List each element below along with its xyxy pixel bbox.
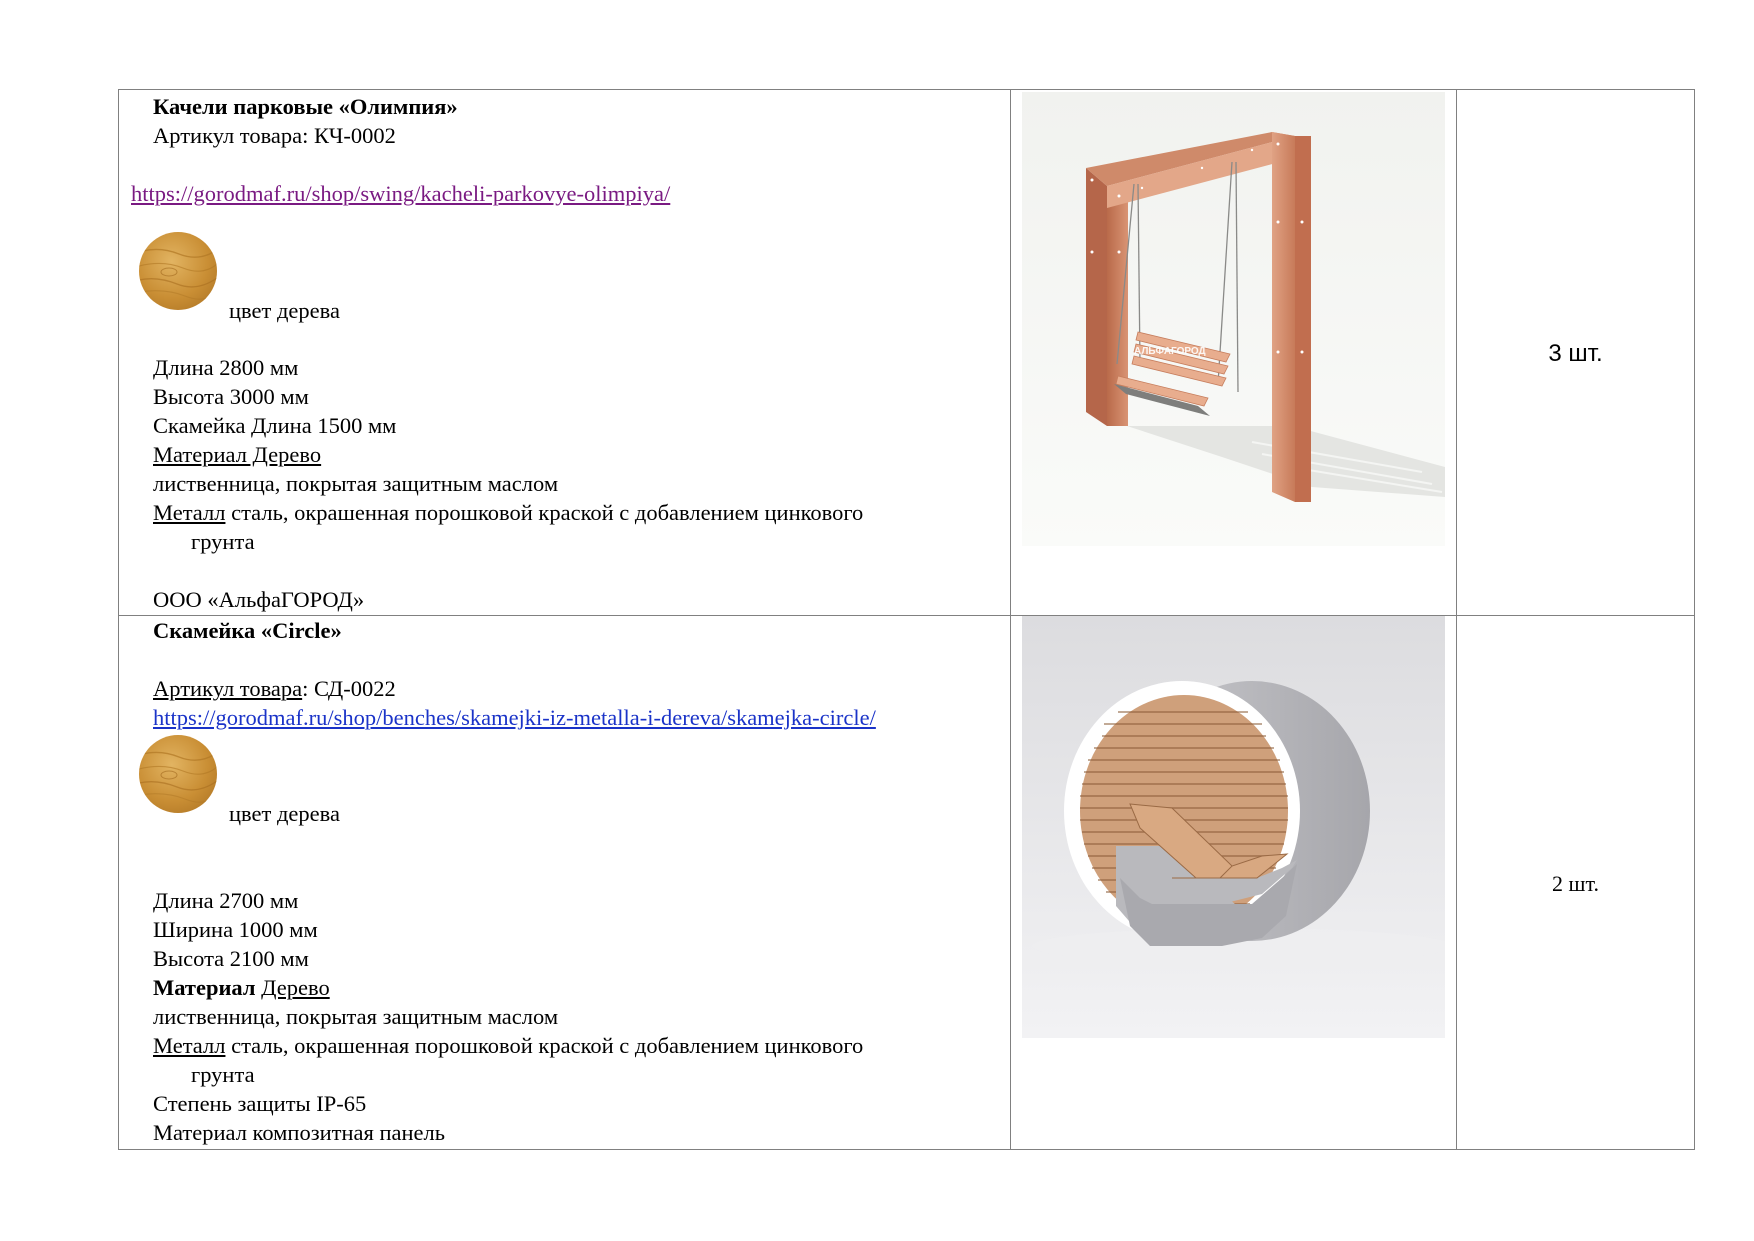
image-watermark: АЛЬФАГОРОД: [1134, 346, 1206, 357]
product-table: [118, 89, 1695, 1150]
spec-material: Материал Дерево: [153, 442, 322, 467]
spec-wood: лиственница, покрытая защитным маслом: [153, 1004, 559, 1029]
spec-height: Высота 3000 мм: [153, 384, 309, 409]
spec-bench-length: Скамейка Длина 1500 мм: [153, 413, 397, 438]
material-value: Дерево: [261, 975, 330, 1000]
metal-label: Металл: [153, 500, 226, 525]
wood-color-swatch: [139, 232, 217, 310]
product-article: Артикул товара: КЧ-0002: [153, 123, 396, 148]
image-cell: [1011, 616, 1457, 1150]
product-article: [119, 674, 1010, 703]
color-swatch-row: [119, 232, 1010, 322]
metal-label: Металл: [153, 1033, 226, 1058]
metal-text: сталь, окрашенная порошковой краской с добавлением цинкового: [225, 1033, 864, 1058]
quantity: 3 шт.: [1548, 340, 1603, 367]
product-title: Качели парковые «Олимпия»: [153, 94, 458, 119]
image-cell: [1011, 90, 1457, 616]
article-label: Артикул товара: [153, 676, 303, 701]
material-label: Материал: [153, 975, 256, 1000]
spec-material: [119, 973, 1010, 1002]
description-cell: [119, 616, 1011, 1150]
table-row: [119, 90, 1695, 616]
spec-metal-cont: грунта: [191, 529, 255, 554]
article-value: : СД-0022: [302, 676, 396, 701]
quantity: 2 шт.: [1552, 871, 1599, 896]
quantity-cell: [1457, 90, 1695, 616]
wood-color-swatch: [139, 735, 217, 813]
spec-wood: лиственница, покрытая защитным маслом: [153, 471, 559, 496]
quantity-cell: [1457, 616, 1695, 1150]
spec-protection: Степень защиты IP-65: [153, 1091, 367, 1116]
spec-metal: [119, 1031, 1010, 1060]
color-label: цвет дерева: [229, 298, 340, 323]
spec-length: Длина 2700 мм: [153, 888, 299, 913]
circle-bench-image: [1022, 616, 1445, 1038]
company-name: ООО «АльфаГОРОД»: [153, 587, 365, 612]
spec-panel: Материал композитная панель: [153, 1120, 446, 1145]
metal-text: сталь, окрашенная порошковой краской с добавлением цинкового: [225, 500, 864, 525]
spec-metal-cont: грунта: [191, 1062, 255, 1087]
swing-image: [1022, 92, 1445, 546]
description-cell: [119, 90, 1011, 616]
spec-width: Ширина 1000 мм: [153, 917, 318, 942]
color-swatch-row: [119, 735, 1010, 825]
spec-metal: [119, 498, 1010, 527]
product-title: Скамейка «Circle»: [153, 618, 342, 643]
color-label: цвет дерева: [229, 801, 340, 826]
spec-height: Высота 2100 мм: [153, 946, 309, 971]
product-link[interactable]: https://gorodmaf.ru/shop/benches/skamejki-iz-metalla-i-dereva/skamejka-circle/: [153, 705, 876, 730]
table-row: [119, 616, 1695, 1150]
product-link[interactable]: https://gorodmaf.ru/shop/swing/kacheli-parkovye-olimpiya/: [131, 181, 671, 206]
spec-length: Длина 2800 мм: [153, 355, 299, 380]
